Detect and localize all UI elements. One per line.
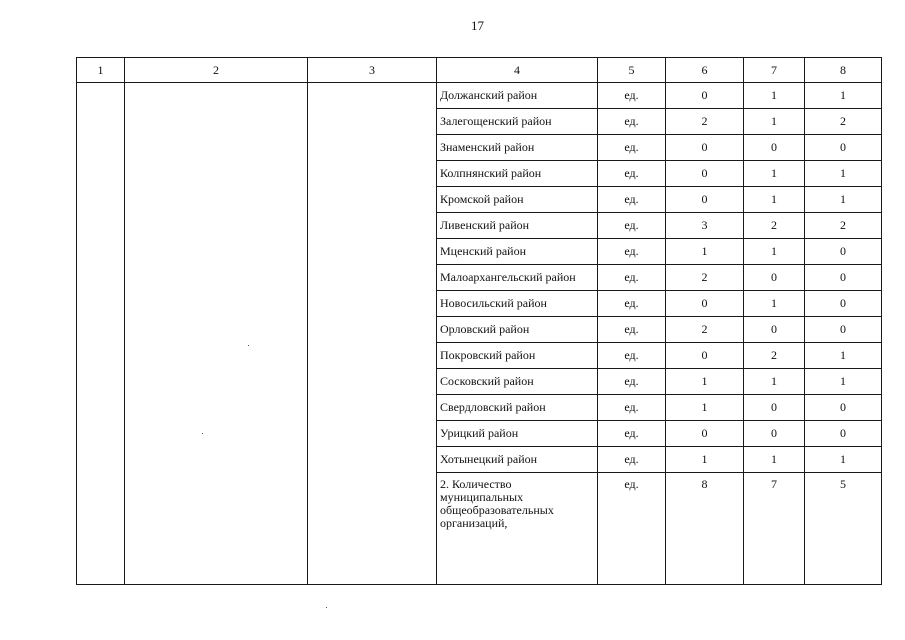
header-row [77, 58, 882, 83]
district-name-cell: Залегощенский район [437, 109, 598, 135]
value-col7-cell: 1 [744, 369, 805, 395]
value-col6-cell: 1 [666, 395, 744, 421]
table-body [77, 58, 882, 585]
value-col6-cell: 1 [666, 369, 744, 395]
value-col8-cell: 0 [805, 135, 882, 161]
value-col7-cell: 1 [744, 239, 805, 265]
value-col8-cell: 5 [805, 473, 882, 585]
value-col7-cell: 1 [744, 187, 805, 213]
value-col6-cell: 1 [666, 239, 744, 265]
district-name-cell: Свердловский район [437, 395, 598, 421]
value-col8-cell: 0 [805, 421, 882, 447]
value-col6-cell: 1 [666, 447, 744, 473]
page-number: 17 [471, 18, 484, 33]
value-col7-cell: 1 [744, 291, 805, 317]
value-col6-cell: 2 [666, 265, 744, 291]
unit-cell: ед. [598, 239, 666, 265]
value-col6-cell: 8 [666, 473, 744, 585]
unit-cell: ед. [598, 421, 666, 447]
unit-cell: ед. [598, 291, 666, 317]
district-name-cell: 2. Количество муниципальных общеобразовательных организаций, [437, 473, 598, 585]
scan-speck [202, 433, 203, 434]
value-col8-cell: 2 [805, 109, 882, 135]
merged-empty-cell [125, 83, 308, 585]
value-col7-cell: 0 [744, 135, 805, 161]
unit-cell: ед. [598, 135, 666, 161]
value-col8-cell: 1 [805, 369, 882, 395]
value-col6-cell: 0 [666, 343, 744, 369]
value-col7-cell: 1 [744, 161, 805, 187]
column-header: 1 [77, 58, 125, 83]
value-col7-cell: 0 [744, 421, 805, 447]
table-row [77, 83, 882, 109]
column-header: 6 [666, 58, 744, 83]
unit-cell: ед. [598, 395, 666, 421]
merged-empty-cell [77, 83, 125, 585]
value-col7-cell: 0 [744, 265, 805, 291]
value-col7-cell: 7 [744, 473, 805, 585]
value-col6-cell: 3 [666, 213, 744, 239]
value-col8-cell: 2 [805, 213, 882, 239]
district-name-cell: Ливенский район [437, 213, 598, 239]
column-header: 5 [598, 58, 666, 83]
unit-cell: ед. [598, 265, 666, 291]
value-col8-cell: 0 [805, 239, 882, 265]
unit-cell: ед. [598, 369, 666, 395]
value-col7-cell: 1 [744, 109, 805, 135]
value-col8-cell: 1 [805, 447, 882, 473]
unit-cell: ед. [598, 473, 666, 585]
unit-cell: ед. [598, 83, 666, 109]
district-name-cell: Новосильский район [437, 291, 598, 317]
unit-cell: ед. [598, 343, 666, 369]
unit-cell: ед. [598, 213, 666, 239]
district-name-cell: Малоархангельский район [437, 265, 598, 291]
scan-speck [326, 607, 327, 608]
column-header: 4 [437, 58, 598, 83]
unit-cell: ед. [598, 187, 666, 213]
column-header: 8 [805, 58, 882, 83]
value-col7-cell: 2 [744, 343, 805, 369]
unit-cell: ед. [598, 109, 666, 135]
district-name-cell: Должанский район [437, 83, 598, 109]
value-col8-cell: 0 [805, 395, 882, 421]
column-header: 3 [308, 58, 437, 83]
merged-empty-cell [308, 83, 437, 585]
district-name-cell: Сосковский район [437, 369, 598, 395]
column-header: 7 [744, 58, 805, 83]
unit-cell: ед. [598, 161, 666, 187]
district-name-cell: Колпнянский район [437, 161, 598, 187]
value-col8-cell: 1 [805, 187, 882, 213]
value-col8-cell: 1 [805, 83, 882, 109]
value-col6-cell: 2 [666, 317, 744, 343]
value-col8-cell: 0 [805, 265, 882, 291]
value-col8-cell: 0 [805, 291, 882, 317]
value-col7-cell: 2 [744, 213, 805, 239]
value-col6-cell: 2 [666, 109, 744, 135]
value-col7-cell: 1 [744, 83, 805, 109]
value-col7-cell: 0 [744, 317, 805, 343]
scan-speck [248, 345, 249, 346]
data-table [76, 57, 882, 585]
district-name-cell: Покровский район [437, 343, 598, 369]
district-name-cell: Кромской район [437, 187, 598, 213]
value-col8-cell: 0 [805, 317, 882, 343]
value-col6-cell: 0 [666, 83, 744, 109]
district-name-cell: Знаменский район [437, 135, 598, 161]
value-col6-cell: 0 [666, 187, 744, 213]
unit-cell: ед. [598, 317, 666, 343]
district-name-cell: Мценский район [437, 239, 598, 265]
value-col8-cell: 1 [805, 161, 882, 187]
value-col7-cell: 0 [744, 395, 805, 421]
value-col6-cell: 0 [666, 421, 744, 447]
district-name-cell: Орловский район [437, 317, 598, 343]
value-col8-cell: 1 [805, 343, 882, 369]
unit-cell: ед. [598, 447, 666, 473]
column-header: 2 [125, 58, 308, 83]
value-col6-cell: 0 [666, 135, 744, 161]
value-col6-cell: 0 [666, 161, 744, 187]
value-col7-cell: 1 [744, 447, 805, 473]
district-name-cell: Хотынецкий район [437, 447, 598, 473]
value-col6-cell: 0 [666, 291, 744, 317]
district-name-cell: Урицкий район [437, 421, 598, 447]
